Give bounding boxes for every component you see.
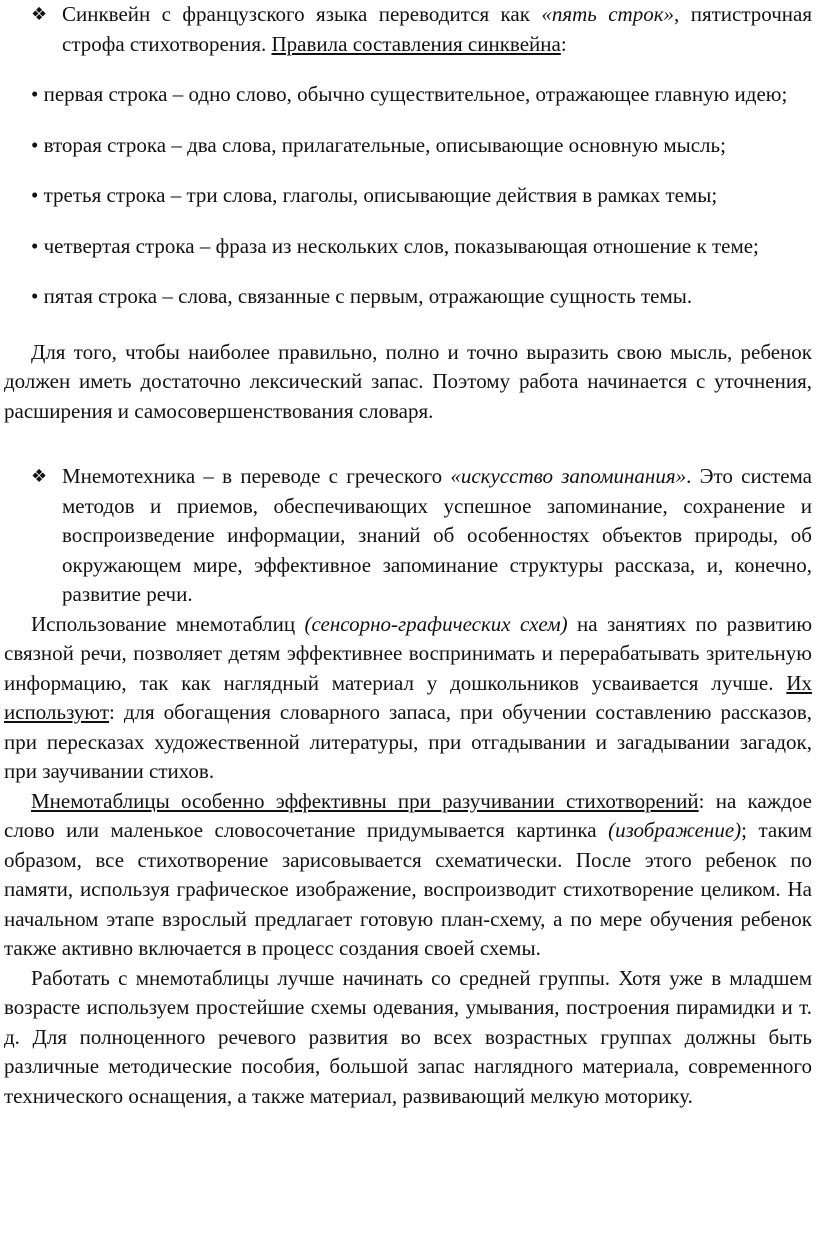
sinkwine-line-4: • четвертая строка – фраза из нескольких слов, показывающая отношение к теме; (31, 233, 759, 258)
mnemo-p2-underline: Мнемотаблицы особенно эффективны при разучивании стихотворений (31, 788, 699, 813)
mnemo-paragraph-3: Работать с мнемотаблицы лучше начинать со средней группы. Хотя уже в младшем возрасте используем простейшие схемы одевания, умывания, построения пирамидки и т. д. Для полноценного речевого развития во всех возрастных группах должны быть различные методические пособия, большой запас наглядного материала, современного технического оснащения, а также материал, развивающий мелкую моторику. (4, 965, 812, 1108)
mnemo-p2-text-b: ; таким образом, все стихотворение зарисовывается схематически. После этого ребенок по памяти, используя графическое изображение, воспроизводит стихотворение целиком. На начальном этапе взрослый предлагает готовую план-схему, а по мере обучения ребенок также активно включается в процесс создания своей схемы. (4, 818, 812, 960)
mnemo-definition (4, 462, 812, 610)
sinkwine-intro (4, 0, 812, 59)
mnemo-p1-underline: Их используют (4, 670, 812, 724)
mnemo-def-italic: «искусство запоминания» (450, 464, 687, 488)
sinkwine-line-2: • вторая строка – два слова, прилагательные, описывающие основную мысль; (31, 132, 726, 157)
sinkwine-intro-text: Синквейн с французского языка переводится как (62, 2, 542, 26)
diamond-bullet-icon: ❖ (31, 4, 48, 25)
mnemo-p1-text-c: : для обогащения словарного запаса, при обучении составлению рассказов, при пересказах художественной литературы, при отгадывании и загадывании загадок, при заучивании стихов. (4, 700, 812, 783)
mnemo-paragraph-2 (4, 787, 812, 964)
sinkwine-line-5: • пятая строка – слова, связанные с первым, отражающие сущность темы. (31, 284, 693, 308)
sinkwine-line-1: • первая строка – одно слово, обычно существительное, отражающее главную идею; (31, 82, 788, 106)
mnemo-p2-italic: (изображение) (608, 818, 742, 842)
mnemo-paragraph-1 (4, 610, 812, 787)
sinkwine-conclusion: Для того, чтобы наиболее правильно, полно и точно выразить свою мысль, ребенок должен иметь достаточно лексический запас. Поэтому работа начинается с уточнения, расширения и самосовершенствования словаря. (4, 339, 812, 423)
mnemo-def-text-2: . Это система методов и приемов, обеспечивающих успешное запоминание, сохранение и воспроизведение информации, знаний об особенностях объектов природы, об окружающем мире, эффективное запоминание структуры рассказа, и, конечно, развитие речи. (62, 464, 812, 606)
sinkwine-rules-colon: : (560, 31, 567, 56)
sinkwine-rules-label: Правила составления синквейна (271, 31, 561, 56)
mnemo-p1-text-a: Использование мнемотаблиц (31, 611, 305, 636)
sinkwine-intro-text-2: , пятистрочная строфа стихотворения. (62, 2, 813, 56)
mnemo-def-text: Мнемотехника – в переводе с греческого (62, 464, 451, 488)
sinkwine-line-3: • третья строка – три слова, глаголы, описывающие действия в рамках темы; (31, 183, 718, 207)
mnemo-p1-italic: (сенсорно-графических схем) (304, 611, 568, 636)
mnemo-p2-text-a: : на каждое слово или маленькое словосочетание придумывается картинка (4, 788, 813, 842)
mnemo-p1-text-b: на занятиях по развитию связной речи, позволяет детям эффективнее воспринимать и перерабатывать зрительную информацию, так как наглядный материал у дошкольников усваивается лучше. (4, 611, 813, 695)
diamond-bullet-icon: ❖ (31, 466, 48, 487)
sinkwine-intro-italic: «пять строк» (541, 2, 675, 26)
